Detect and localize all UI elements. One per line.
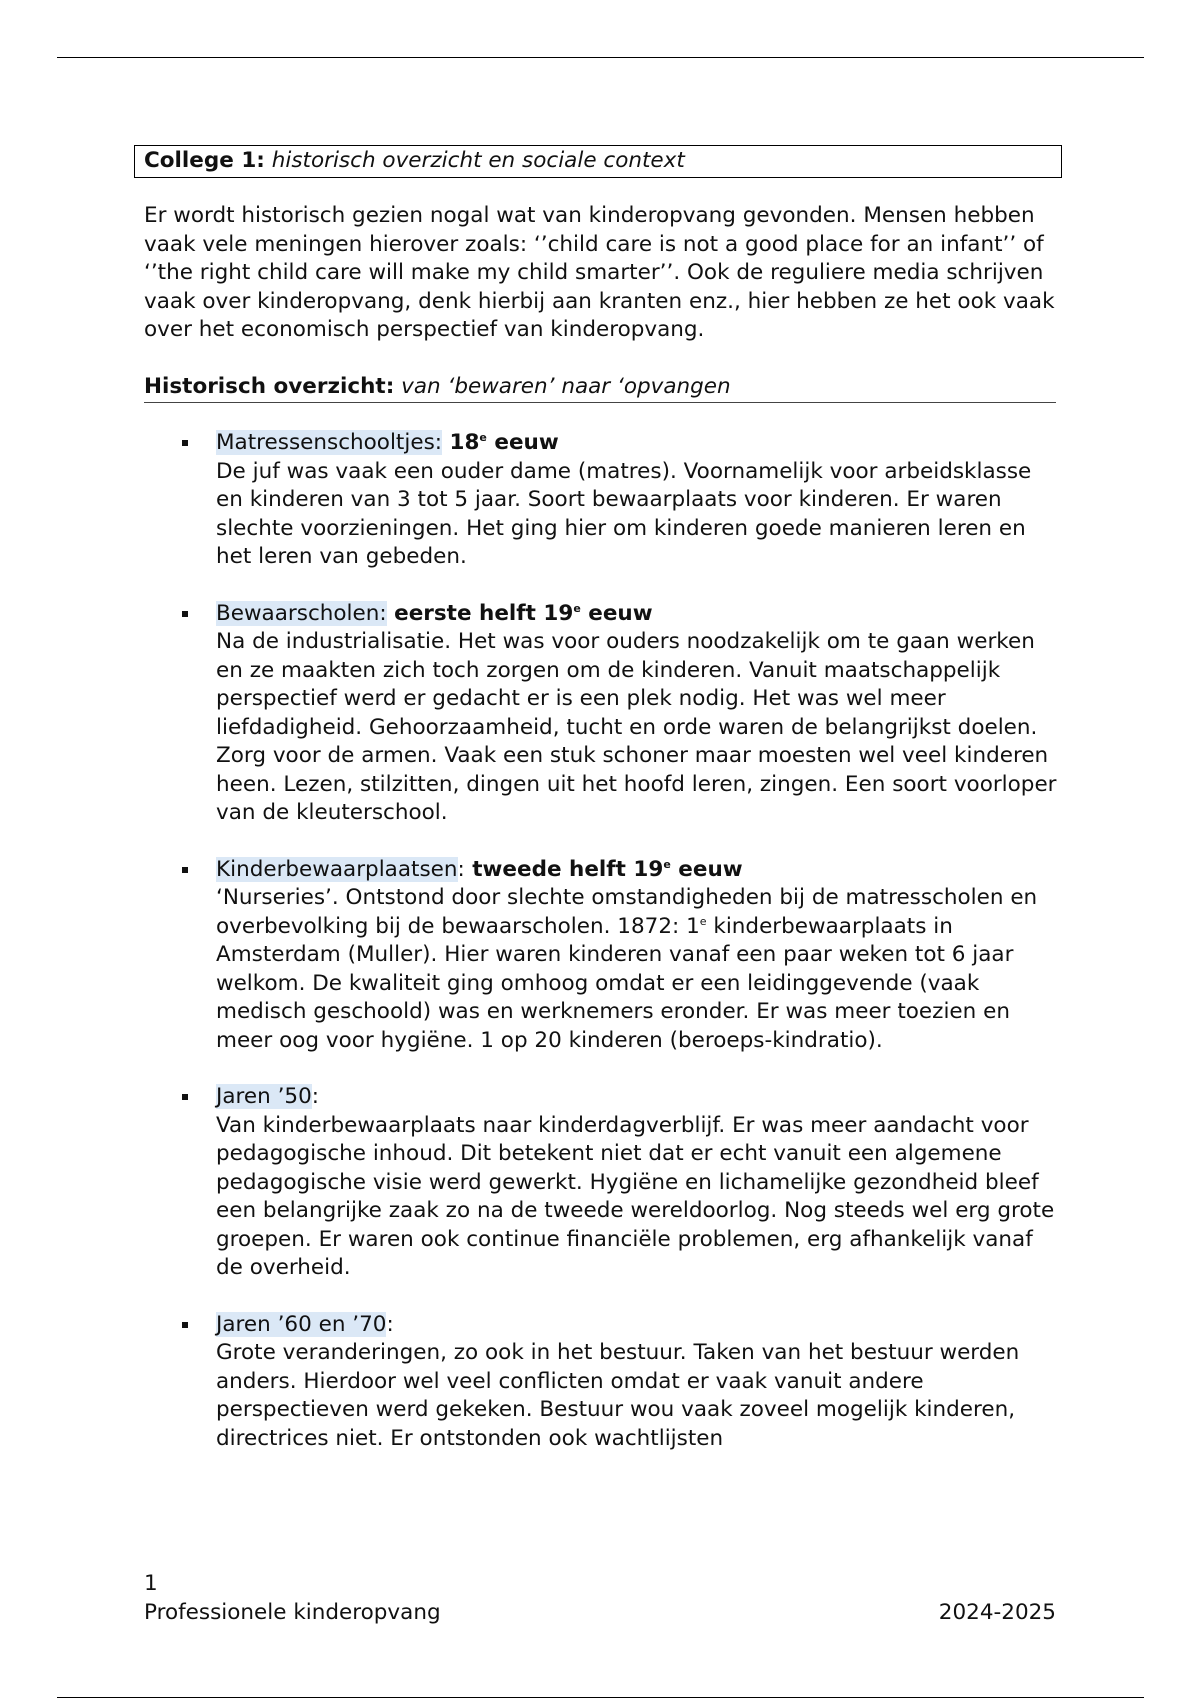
item-term: Matressenschooltjes: (216, 430, 443, 455)
list-item (144, 856, 1064, 1056)
header-rule (57, 57, 1144, 58)
item-term: Bewaarscholen: (216, 600, 387, 626)
item-term: Kinderbewaarplaatsen (216, 856, 458, 882)
item-colon: : (386, 1311, 394, 1337)
lecture-title-box (134, 145, 1062, 178)
list-item (144, 600, 1064, 828)
footer-year: 2024-2025 (938, 1599, 1056, 1625)
square-bullet-icon (182, 440, 188, 446)
section-heading (144, 373, 1056, 404)
intro-paragraph: Er wordt historisch gezien nogal wat van kinderopvang gevonden. Mensen hebben vaak vele meningen hierover zoals: ‘’child care is not a good place for an infant’’ of ‘’the right child care will make my child smarter’’. Ook de reguliere media schrijven vaak over kinderopvang, denk hierbij aan kranten enz., hier hebben ze het ook vaak over het economisch perspectief van kinderopvang. (144, 203, 1055, 342)
list-item (144, 1083, 1064, 1283)
lecture-label: College 1: (144, 148, 265, 173)
item-text: Van kinderbewaarplaats naar kinderdagverblijf. Er was meer aandacht voor pedagogische inhoud. Dit betekent niet dat er echt vanuit een algemene pedagogische visie werd gewerkt. Hygiëne en lichamelijke gezondheid bleef een belangrijke zaak zo na de tweede wereldoorlog. Nog steeds wel erg grote groepen. Er waren ook continue financiële problemen, erg afhankelijk vanaf de overheid. (216, 1112, 1055, 1280)
list-item (144, 429, 1064, 572)
square-bullet-icon (182, 1322, 188, 1328)
square-bullet-icon (182, 867, 188, 873)
item-text: Grote veranderingen, zo ook in het bestuur. Taken van het bestuur werden anders. Hierdoor wel veel conflicten omdat er vaak vanuit andere perspectieven werd gekeken. Bestuur wou vaak zoveel mogelijk kinderen, directrices niet. Er ontstonden ook wachtlijsten (216, 1340, 1020, 1451)
square-bullet-icon (182, 1094, 188, 1100)
lecture-title: historisch overzicht en sociale context (271, 148, 685, 173)
item-colon: : (457, 856, 465, 882)
footer-course: Professionele kinderopvang (144, 1599, 441, 1625)
item-colon: : (311, 1084, 320, 1109)
item-term: Jaren ’60 en ’70 (216, 1311, 387, 1337)
section-label: Historisch overzicht: (144, 373, 395, 399)
item-period: tweede helft 19e eeuw (464, 856, 743, 882)
item-period: 18e eeuw (442, 430, 559, 455)
page-number: 1 (144, 1571, 158, 1596)
page-content (144, 145, 1064, 1481)
square-bullet-icon (182, 611, 188, 617)
item-term: Jaren ’50 (216, 1084, 312, 1109)
list-item (144, 1311, 1064, 1454)
history-list (144, 429, 1064, 1453)
section-subtitle: van ‘bewaren’ naar ‘opvangen (401, 373, 731, 399)
page-footer (144, 1570, 1056, 1627)
item-period: eerste helft 19e eeuw (386, 600, 653, 626)
item-text: De juf was vaak een ouder dame (matres). Voornamelijk voor arbeidsklasse en kinderen van 3 tot 5 jaar. Soort bewaarplaats voor kinderen. Er waren slechte voorzieningen. Het ging hier om kinderen goede manieren leren en het leren van gebeden. (216, 458, 1032, 569)
item-text: ‘Nurseries’. Ontstond door slechte omstandigheden bij de matresscholen en overbevolking bij de bewaarscholen. 1872: 1e kinderbewaarplaats in Amsterdam (Muller). Hier waren kinderen vanaf een paar weken tot 6 jaar welkom. De kwaliteit ging omhoog omdat er een leidinggevende (vaak medisch geschoold) was en werknemers eronder. Er was meer toezien en meer oog voor hygiëne. 1 op 20 kinderen (beroeps-kindratio). (216, 885, 1038, 1053)
footer-rule (57, 1697, 1144, 1698)
item-text: Na de industrialisatie. Het was voor ouders noodzakelijk om te gaan werken en ze maakten zich toch zorgen om de kinderen. Vanuit maatschappelijk perspectief werd er gedacht er is een plek nodig. Het was wel meer liefdadigheid. Gehoorzaamheid, tucht en orde waren de belangrijkst doelen. Zorg voor de armen. Vaak een stuk schoner maar moesten wel veel kinderen heen. Lezen, stilzitten, dingen uit het hoofd leren, zingen. Een soort voorloper van de kleuterschool. (216, 629, 1057, 825)
